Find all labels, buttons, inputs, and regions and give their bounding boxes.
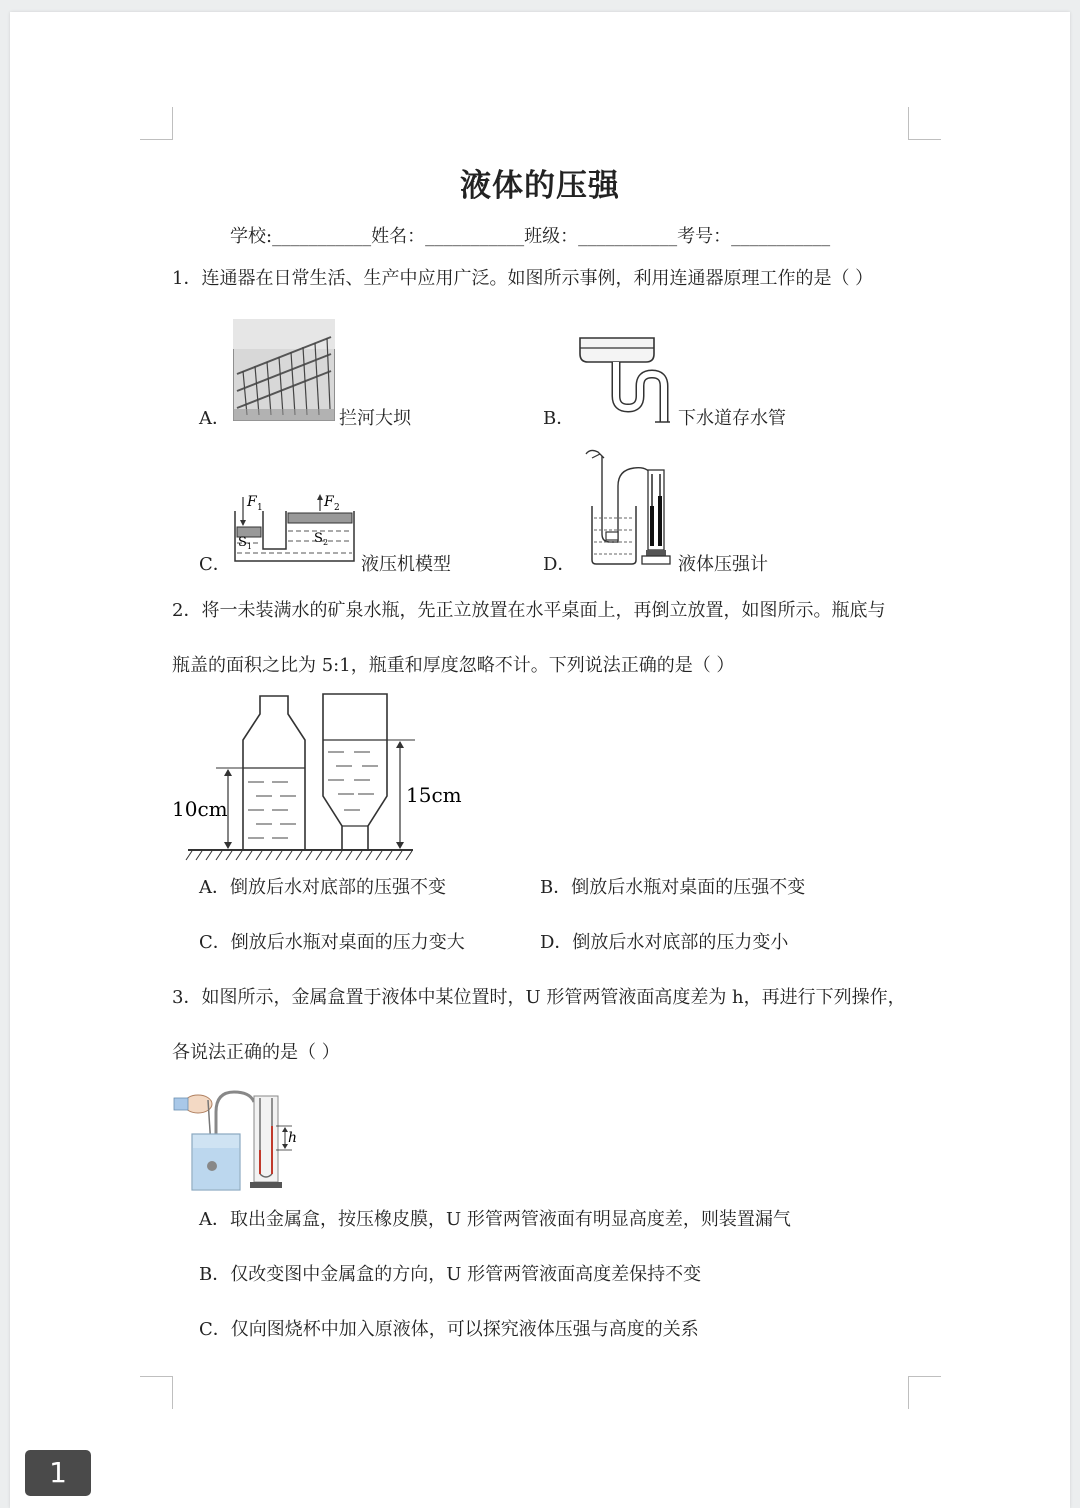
q3-stem-line1: 3．如图所示，金属盒置于液体中某位置时，U 形管两管液面高度差为 h，再进行下列操作， xyxy=(172,987,906,1008)
q1-option-c-caption: 液压机模型 xyxy=(361,554,451,575)
crop-mark-bottom-left xyxy=(140,1376,173,1409)
q1-option-d-letter: D． xyxy=(543,554,576,575)
crop-mark-top-left xyxy=(140,107,173,140)
f2-label: F xyxy=(324,494,334,510)
q2-stem-line2: 瓶盖的面积之比为 5:1，瓶重和厚度忽略不计。下列说法正确的是（ ） xyxy=(172,655,735,676)
crop-mark-top-right xyxy=(908,107,941,140)
h-label: h xyxy=(288,1130,298,1146)
q1-option-d-caption: 液体压强计 xyxy=(678,554,768,575)
q1-stem: 1．连通器在日常生活、生产中应用广泛。如图所示事例，利用连通器原理工作的是（ ） xyxy=(172,268,874,289)
q3-stem-line2: 各说法正确的是（ ） xyxy=(172,1042,340,1063)
page-title: 液体的压强 xyxy=(460,168,620,204)
hydraulic-press-diagram xyxy=(230,491,358,571)
q2-option-d: D．倒放后水对底部的压力变小 xyxy=(540,932,789,953)
pressure-gauge-diagram xyxy=(578,446,674,568)
s1-subscript: 1 xyxy=(247,542,253,551)
q1-option-b-caption: 下水道存水管 xyxy=(678,408,786,429)
q2-stem-line1: 2．将一未装满水的矿泉水瓶，先正立放置在水平桌面上，再倒立放置，如图所示。瓶底与 xyxy=(172,600,886,621)
s2-label: S xyxy=(314,531,323,546)
f1-subscript: 1 xyxy=(257,503,263,513)
s2-subscript: 2 xyxy=(323,538,329,547)
crop-mark-bottom-right xyxy=(908,1376,941,1409)
page-number-badge[interactable]: 1 xyxy=(25,1450,91,1496)
header-fields: 学校:___________姓名：___________班级：___________考号：___________ xyxy=(230,226,831,247)
f2-subscript: 2 xyxy=(334,503,340,513)
q1-option-a-letter: A． xyxy=(199,408,230,429)
u-tube-manometer-diagram xyxy=(172,1082,304,1194)
q1-option-b-letter: B． xyxy=(543,408,575,429)
q2-option-c: C．倒放后水瓶对桌面的压力变大 xyxy=(199,932,465,953)
q3-option-b: B．仅改变图中金属盒的方向，U 形管两管液面高度差保持不变 xyxy=(199,1264,702,1285)
q1-option-a-caption: 拦河大坝 xyxy=(339,408,411,429)
water-bottle-diagram xyxy=(168,690,468,862)
q2-option-b: B．倒放后水瓶对桌面的压强不变 xyxy=(540,877,806,898)
q3-option-a: A．取出金属盒，按压橡皮膜，U 形管两管液面有明显高度差，则装置漏气 xyxy=(199,1209,791,1230)
s1-label: S xyxy=(238,535,247,550)
q3-option-c: C．仅向图烧杯中加入原液体，可以探究液体压强与高度的关系 xyxy=(199,1319,699,1340)
q2-option-a: A．倒放后水对底部的压强不变 xyxy=(199,877,446,898)
q1-option-c-letter: C． xyxy=(199,554,231,575)
dam-photo xyxy=(233,319,335,421)
sink-trap-diagram xyxy=(578,336,672,426)
right-height-label: 15cm xyxy=(406,783,462,807)
f1-label: F xyxy=(247,494,257,510)
left-height-label: 10cm xyxy=(172,797,228,821)
